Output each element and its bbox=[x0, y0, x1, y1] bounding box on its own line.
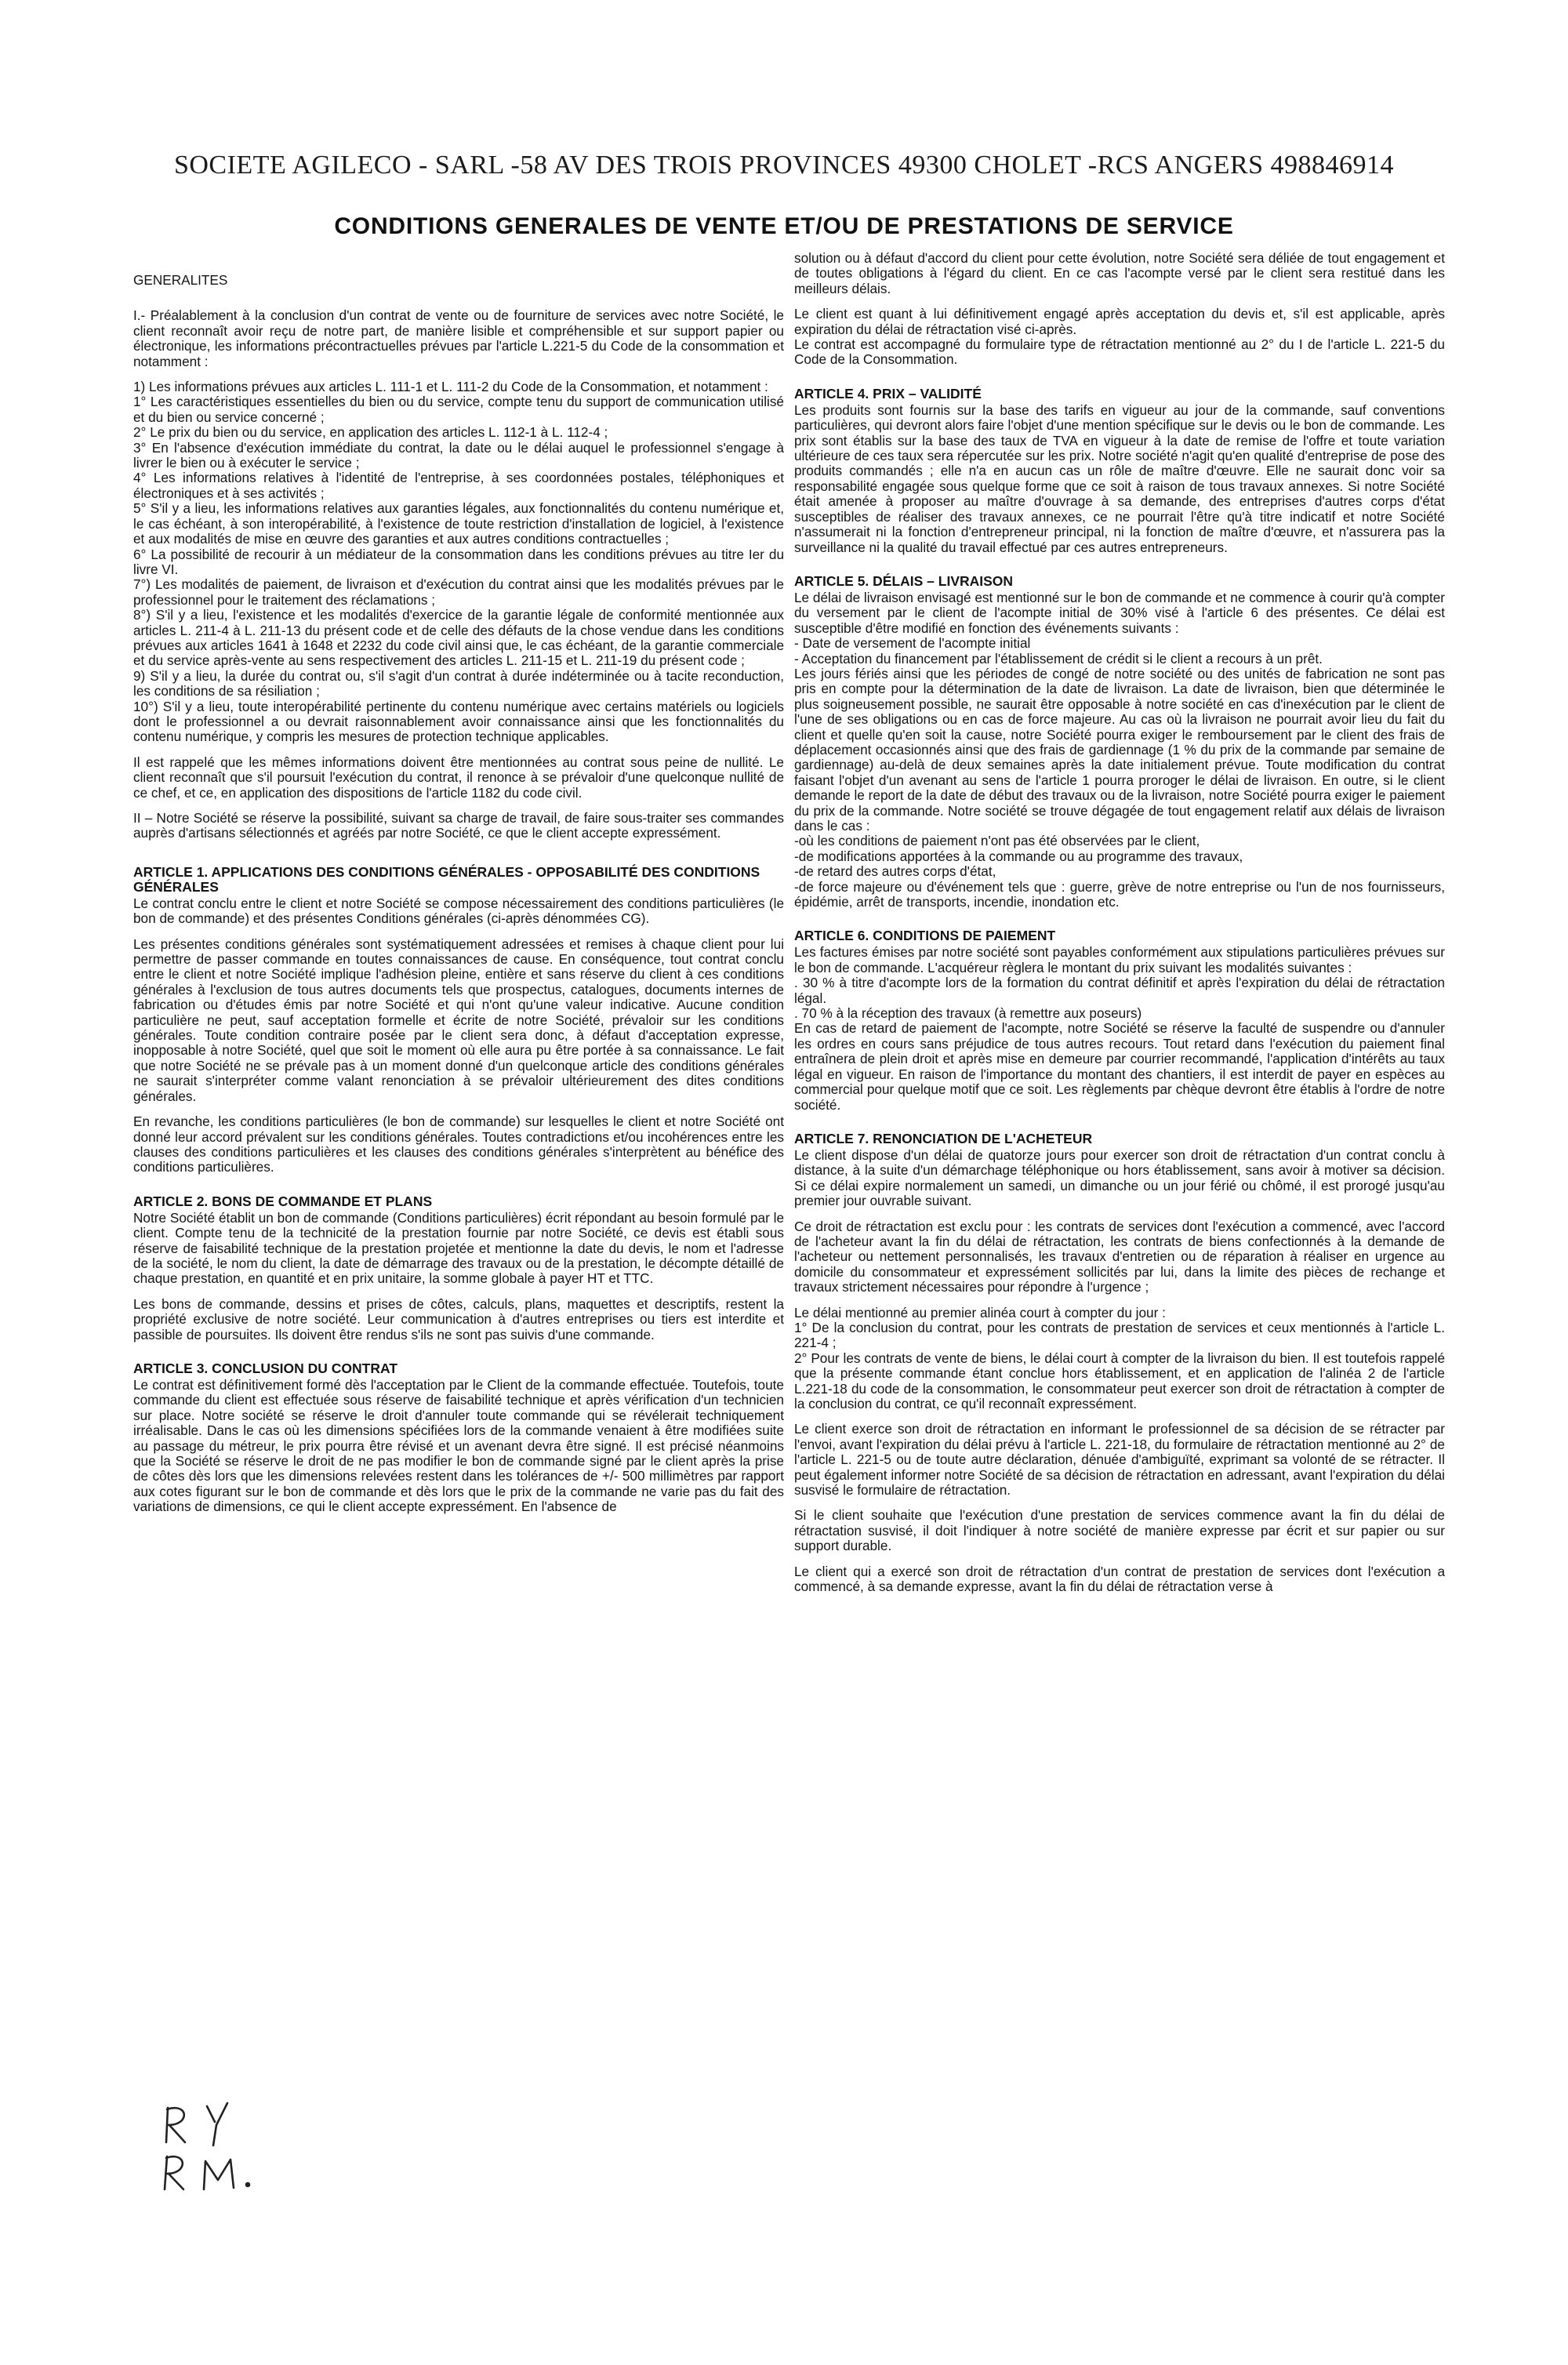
paragraph: Le client qui a exercé son droit de rétractation d'un contrat de prestation de services dont l'exécution a commencé, à sa demande expresse, avant la fin du délai de rétractation verse à bbox=[794, 1563, 1445, 1595]
paragraph: Le délai mentionné au premier alinéa court à compter du jour : 1° De la conclusion du contrat, pour les contrats de prestation de services et ceux mentionnés à l'article L. 221-4 ; 2° Pour les contrats de vente de biens, le délai court à compter de la livraison du bien. Il est toutefois rappelé que la présente commande étant conclue hors établissement, et en application de l'alinéa 2 de l'article L.221-18 du code de la consommation, le consommateur peut exercer son droit de rétractation à compter de la conclusion du contrat, ce qu'il reconnaît expressément. bbox=[794, 1304, 1445, 1411]
initials-drawing bbox=[157, 2102, 298, 2196]
paragraph: Le client est quant à lui définitivement engagé après acceptation du devis et, s'il est applicable, après expiration du délai de rétractation visé ci-après. Le contrat est accompagné du formulaire type de rétractation mentionné au 2° du I de l'article L. 221-5 du Code de la Consommation. bbox=[794, 306, 1445, 368]
paragraph: Les factures émises par notre société sont payables conformément aux stipulations particulières prévues sur le bon de commande. L'acquéreur règlera le montant du prix suivant les modalités suivantes : . 30 % à titre d'acompte lors de la formation du contrat définitif et après l'expiration du délai de rétractation légal. . 70 % à la réception des travaux (à remettre aux poseurs) En cas de retard de paiement de l'acompte, notre Société se réserve la faculté de suspendre ou d'annuler les ordres en cours sans préjudice de tous autres recours. Tout retard dans l'exécution du paiement final entraînera de plein droit et après mise en demeure par courrier recommandé, l'application d'intérêts au taux légal en vigueur. En raison de l'importance du montant des chantiers, il est interdit de payer en espèces au commercial pour quelque motif que ce soit. Les règlements par chèque devront être établis à l'ordre de notre société. bbox=[794, 944, 1445, 1113]
paragraph: Le client dispose d'un délai de quatorze jours pour exercer son droit de rétractation d'un contrat conclu à distance, à la suite d'un démarchage téléphonique ou hors établissement, sans avoir à motiver sa décision. Si ce délai expire normalement un samedi, un dimanche ou un jour férié ou chômé, il est prorogé jusqu'au premier jour ouvrable suivant. bbox=[794, 1146, 1445, 1209]
paragraph: II – Notre Société se réserve la possibilité, suivant sa charge de travail, de faire sous-traiter ses commandes auprès d'artisans sélectionnés et agréés par notre Société, ce que le client accepte expressément. bbox=[133, 810, 784, 841]
handwritten-initials bbox=[157, 2102, 298, 2196]
paragraph: Le contrat est définitivement formé dès l'acceptation par le Client de la commande effectuée. Toutefois, toute commande du client est effectuée sous réserve de faisabilité technique et après vérification d'un technicien sur place. Notre société se réserve le droit d'annuler toute commande qui se révélerait techniquement irréalisable. Dans le cas où les dimensions spécifiées lors de la commande venaient à être modifiées suite au passage du métreur, le prix pourra être révisé et un avenant devra être signé. Il est précisé néanmoins que la Société se réserve le droit de ne pas modifier le bon de commande signé par le client après la prise de côtes dès lors que les dimensions relevées restent dans les tolérances de +/- 500 millimètres par rapport aux cotes figurant sur le bon de commande et dès lors que le prix de la commande ne varie pas du fait des variations de dimensions, ce qui le client accepte expressément. En l'absence de bbox=[133, 1376, 784, 1515]
paragraph: I.- Préalablement à la conclusion d'un contrat de vente ou de fourniture de services avec notre Société, le client reconnaît avoir reçu de notre part, de manière lisible et compréhensible et sur support papier ou électronique, les informations précontractuelles prévues par l'article L.221-5 du Code de la consommation et notamment : bbox=[133, 307, 784, 369]
left-column bbox=[133, 251, 784, 1525]
article-2-title: ARTICLE 2. BONS DE COMMANDE ET PLANS bbox=[133, 1193, 433, 1209]
paragraph: Le client exerce son droit de rétractation en informant le professionnel de sa décision de se rétracter par l'envoi, avant l'expiration du délai prévu à l'article L. 221-18, du formulaire de rétractation mentionné au 2° de l'article L. 221-5 ou de toute autre déclaration, dénuée d'ambiguïté, exprimant sa volonté de se rétracter. Il peut également informer notre Société de sa décision de rétractation en adressant, avant l'expiration du délai susvisé le formulaire de rétractation. bbox=[794, 1421, 1445, 1499]
paragraph: Il est rappelé que les mêmes informations doivent être mentionnées au contrat sous peine de nullité. Le client reconnaît que s'il poursuit l'exécution du contrat, il renonce à se prévaloir d'une quelconque nullité de ce chef, et ce, en application des dispositions de l'article 1182 du code civil. bbox=[133, 754, 784, 801]
article-6-title: ARTICLE 6. CONDITIONS DE PAIEMENT bbox=[794, 928, 1056, 944]
document-title: CONDITIONS GENERALES DE VENTE ET/OU DE PRESTATIONS DE SERVICE bbox=[334, 213, 1234, 239]
paragraph: En revanche, les conditions particulières (le bon de commande) sur lesquelles le client et notre Société ont donné leur accord prévalent sur les conditions générales. Toutes contradictions et/ou incohérences entre les clauses des conditions particulières et les clauses des conditions générales s'interprètent au bénéfice des conditions particulières. bbox=[133, 1113, 784, 1175]
right-column bbox=[794, 251, 1445, 1604]
paragraph: Le délai de livraison envisagé est mentionné sur le bon de commande et ne commence à courir qu'à compter du versement par le client de l'acompte initial de 30% visé à l'article 6 des présentes. Ce délai est susceptible d'être modifié en fonction des événements suivants : - Date de versement de l'acompte initial - Acceptation du financement par l'établissement de crédit si le client a recours à un prêt. Les jours fériés ainsi que les périodes de congé de notre société ou des unités de fabrication ne sont pas pris en compte pour la détermination de la date de livraison. La date de livraison, bien que déterminée le plus soigneusement possible, ne saurait être opposable à notre société en cas d'inexécution par le client de l'une de ses obligations ou en cas de force majeure. Au cas où la livraison ne pourrait avoir lieu du fait du client et quelle qu'en soit la cause, notre Société pourra exiger le remboursement par le client des frais de déplacement occasionnés ainsi que des frais de gardiennage (1 % du prix de la commande par semaine de gardiennage) au-delà de deux semaines après la date initialement prévue. Toute modification du contrat faisant l'objet d'un avenant au sens de l'article 1 pourra proroger le délai de livraison. En outre, si le client demande le report de la date de début des travaux ou de la livraison, notre Société pourra exiger le paiement du prix de la commande. Notre société se trouve dégagée de tout engagement relatif aux délais de livraison dans le cas : -où les conditions de paiement n'ont pas été observées par le client, -de modifications apportées à la commande ou au programme des travaux, -de retard des autres corps d'état, -de force majeure ou d'événement tels que : guerre, grève de notre entreprise ou l'un de nos fournisseurs, épidémie, arrêt de transports, incendie, inondation etc. bbox=[794, 589, 1445, 910]
paragraph: Si le client souhaite que l'exécution d'une prestation de services commence avant la fin du délai de rétractation susvisé, il doit l'indiquer à notre société de manière expresse par écrit et sur papier ou sur support durable. bbox=[794, 1507, 1445, 1554]
article-3-title: ARTICLE 3. CONCLUSION DU CONTRAT bbox=[133, 1360, 398, 1376]
paragraph: Notre Société établit un bon de commande (Conditions particulières) écrit répondant au besoin formulé par le client. Compte tenu de la technicité de la prestation fournie par notre Société, ce devis est établi sous réserve de faisabilité technique de la prestation projetée et mentionne la date du devis, le nom et l'adresse de la société, le nom du client, la date de démarrage des travaux ou de la prestation, le décompte détaillé de chaque prestation, en quantité et en prix unitaire, la somme globale à payer HT et TTC. bbox=[133, 1209, 784, 1287]
article-5-title: ARTICLE 5. DÉLAIS – LIVRAISON bbox=[794, 572, 1014, 589]
section-title-generalites: GENERALITES bbox=[133, 272, 228, 288]
paragraph: Ce droit de rétractation est exclu pour : les contrats de services dont l'exécution a commencé, avec l'accord de l'acheteur avant la fin du délai de rétractation, les contrats de biens confectionnés à la demande de l'acheteur ou nettement personnalisés, les travaux d'entretien ou de réparation à réaliser en urgence au domicile du consommateur et expressément sollicités par lui, dans la limite des pièces de rechange et travaux strictement nécessaires pour répondre à l'urgence ; bbox=[794, 1218, 1445, 1295]
paragraph: Les présentes conditions générales sont systématiquement adressées et remises à chaque client pour lui permettre de passer commande en toutes connaissances de cause. En conséquence, tout contrat conclu entre le client et notre Société implique l'adhésion pleine, entière et sans réserve du client à ces conditions générales à l'exclusion de tous autres documents tels que prospectus, catalogues, documents internes de fabrication ou d'études émis par notre Société et qui n'ont qu'une valeur indicative. Aucune condition particulière ne peut, sauf acceptation formelle et écrite de notre Société, prévaloir sur les conditions générales. Toute condition contraire posée par le client sera donc, à défaut d'acceptation expresse, inopposable à notre Société, quel que soit le moment où elle aura pu être portée à sa connaissance. Le fait que notre Société ne se prévale pas à un moment donné d'un quelconque article des conditions générales ne saurait s'interpréter comme valant renonciation à se prévaloir ultérieurement des dites conditions générales. bbox=[133, 935, 784, 1104]
paragraph: Les bons de commande, dessins et prises de côtes, calculs, plans, maquettes et descriptifs, restent la propriété exclusive de notre société. Leur communication à d'autres entreprises ou tiers est interdite et passible de poursuites. Ils doivent être rendus s'ils ne sont pas suivis d'une commande. bbox=[133, 1295, 784, 1342]
company-header: SOCIETE AGILECO - SARL -58 AV DES TROIS PROVINCES 49300 CHOLET -RCS ANGERS 498846914 bbox=[173, 151, 1395, 180]
paragraph: Le contrat conclu entre le client et notre Société se compose nécessairement des conditions particulières (le bon de commande) et des présentes Conditions générales (ci-après dénommées CG). bbox=[133, 895, 784, 927]
paragraph: Les produits sont fournis sur la base des tarifs en vigueur au jour de la commande, sauf conventions particulières, qui devront alors faire l'objet d'une mention spécifique sur le devis ou le bon de commande. Les prix sont établis sur la base des taux de TVA en vigueur à la date de remise de l'offre et toute variation ultérieure de ces taux sera répercutée sur les prix. Notre société n'agit qu'en qualité d'entreprise de pose des produits commandés ; elle n'a en aucun cas un rôle de maître d'œuvre. Elle ne saurait donc voir sa responsabilité engagée sous quelque forme que ce soit à raison de tous travaux annexes. Si notre Société était amenée à proposer au maître d'ouvrage à sa demande, des entreprises d'autres corps d'état susceptibles de réaliser des travaux annexes, ce ne pourrait l'être qu'à titre indicatif et notre Société n'assumerait ni la fonction d'entrepreneur principal, ni la fonction de maître d'œuvre, et n'assurera pas la surveillance ni la qualité du travail effectué par ces autres entrepreneurs. bbox=[794, 401, 1445, 555]
paragraph: solution ou à défaut d'accord du client pour cette évolution, notre Société sera déliée de tout engagement et de toutes obligations à l'égard du client. En ce cas l'acompte versé par le client sera restitué dans les meilleurs délais. bbox=[794, 250, 1445, 296]
article-1-title: ARTICLE 1. APPLICATIONS DES CONDITIONS GÉNÉRALES - OPPOSABILITÉ DES CONDITIONS GÉNÉRALES bbox=[133, 863, 760, 895]
article-7-title: ARTICLE 7. RENONCIATION DE L'ACHETEUR bbox=[794, 1130, 1093, 1146]
article-4-title: ARTICLE 4. PRIX – VALIDITÉ bbox=[794, 385, 982, 401]
paragraph: 1) Les informations prévues aux articles L. 111-1 et L. 111-2 du Code de la Consommation, et notamment : 1° Les caractéristiques essentielles du bien ou du service, compte tenu du support de communication utilisé et du bien ou service concerné ; 2° Le prix du bien ou du service, en application des articles L. 112-1 à L. 112-4 ; 3° En l'absence d'exécution immédiate du contrat, la date ou le délai auquel le professionnel s'engage à livrer le bien ou à exécuter le service ; 4° Les informations relatives à l'identité de l'entreprise, à ses coordonnées postales, téléphoniques et électroniques et à ses activités ; 5° S'il y a lieu, les informations relatives aux garanties légales, aux fonctionnalités du contenu numérique et, le cas échéant, à son interopérabilité, à l'existence de toute restriction d'installation de logiciel, à l'existence et aux modalités de mise en œuvre des garanties et aux autres conditions contractuelles ; 6° La possibilité de recourir à un médiateur de la consommation dans les conditions prévues au titre Ier du livre VI. 7°) Les modalités de paiement, de livraison et d'exécution du contrat ainsi que les modalités prévues par le professionnel pour le traitement des réclamations ; 8°) S'il y a lieu, l'existence et les modalités d'exercice de la garantie légale de conformité mentionnée aux articles L. 211-4 à L. 211-13 du présent code et de celle des défauts de la chose vendue dans les conditions prévues aux articles 1641 à 1648 et 2232 du code civil ainsi que, le cas échéant, de la garantie commerciale et du service après-vente au sens respectivement des articles L. 211-15 et L. 211-19 du présent code ; 9) S'il y a lieu, la durée du contrat ou, s'il s'agit d'un contrat à durée indéterminée ou à tacite reconduction, les conditions de sa résiliation ; 10°) S'il y a lieu, toute interopérabilité pertinente du contenu numérique avec certains matériels ou logiciels dont le professionnel a ou devrait raisonnablement avoir connaissance ainsi que les fonctionnalités du contenu numérique, y compris les mesures de protection technique applicables. bbox=[133, 379, 784, 745]
